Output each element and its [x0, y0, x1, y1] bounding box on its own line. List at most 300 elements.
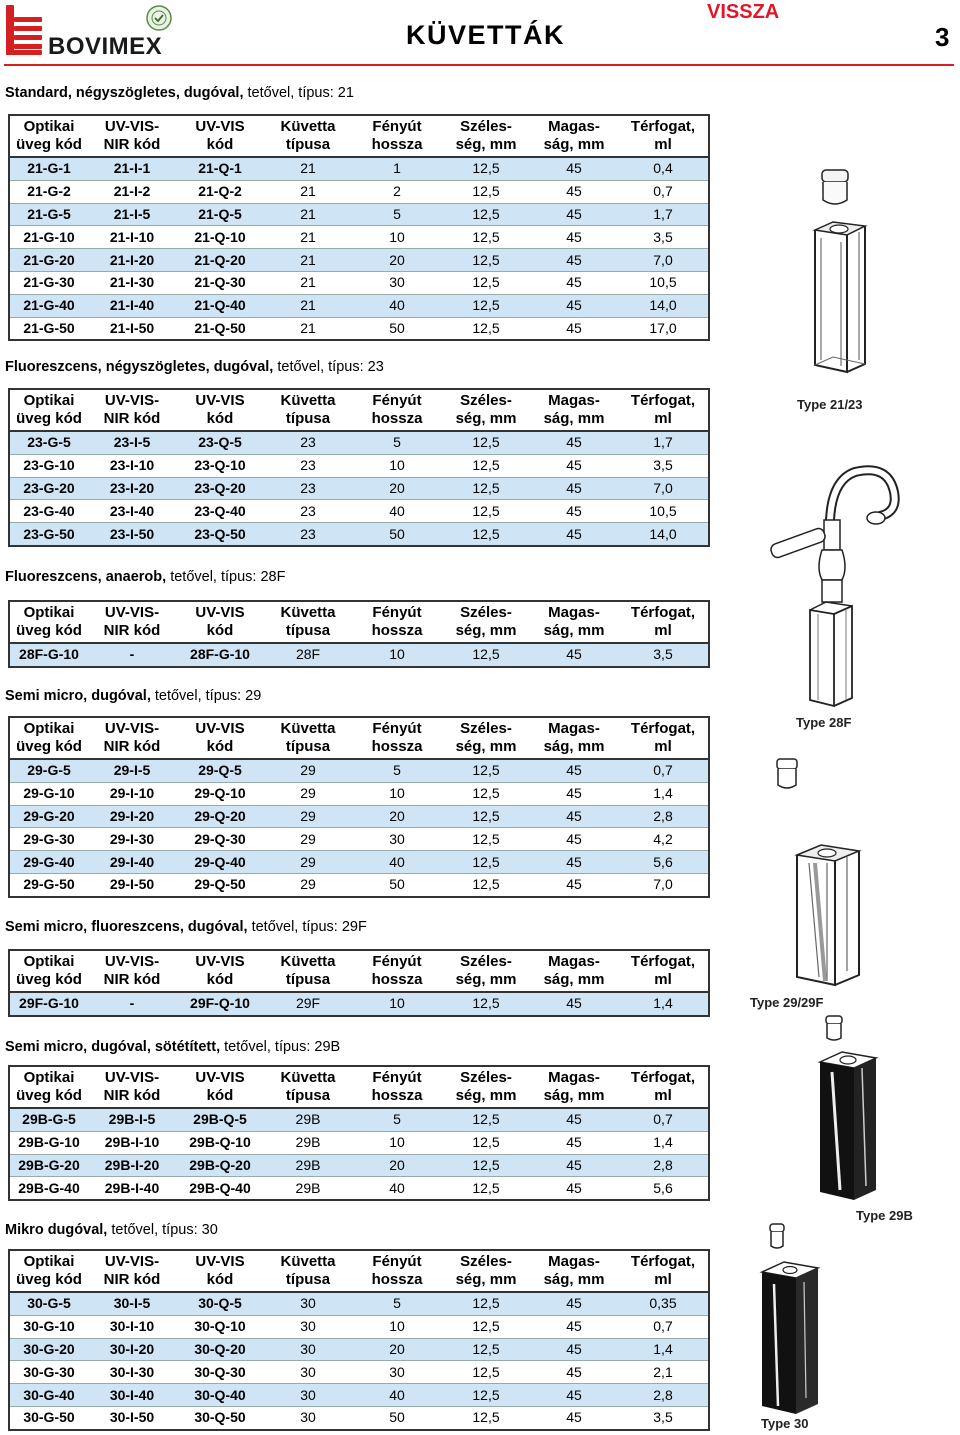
- table-cell: 1,4: [618, 1131, 708, 1154]
- table-cell: 30: [264, 1406, 352, 1428]
- cuvette-table-21: [10, 116, 708, 339]
- header-divider: [4, 64, 954, 66]
- table-cell: 29-I-5: [88, 759, 176, 782]
- column-header: [10, 116, 88, 157]
- column-header-line: ség, mm: [455, 1271, 517, 1288]
- column-header: [10, 718, 88, 759]
- table-cell: 45: [530, 782, 618, 805]
- table-cell: 10: [352, 782, 442, 805]
- table-cell: 23-G-5: [10, 431, 88, 454]
- table-cell: 12,5: [442, 1131, 530, 1154]
- table-cell: 12,5: [442, 271, 530, 294]
- table-cell: 30-I-40: [88, 1384, 176, 1407]
- table-cell: 0,7: [618, 1315, 708, 1338]
- column-header: [530, 116, 618, 157]
- table-cell: 29-G-30: [10, 828, 88, 851]
- column-header: [530, 1067, 618, 1108]
- column-header: [530, 951, 618, 992]
- table-cell: 23-Q-5: [176, 431, 264, 454]
- table-cell: 12,5: [442, 643, 530, 666]
- table-cell: 45: [530, 477, 618, 500]
- column-header-line: típusa: [285, 410, 331, 427]
- cuvette-micro-icon: [740, 1220, 860, 1420]
- column-header-line: ség, mm: [455, 622, 517, 639]
- column-header-line: típusa: [285, 136, 331, 153]
- column-header-line: Térfogat,: [630, 720, 696, 737]
- column-header: [530, 1251, 618, 1292]
- column-header-line: ml: [654, 622, 672, 639]
- table-cell: 29: [264, 828, 352, 851]
- column-header-line: UV-VIS: [195, 1069, 245, 1086]
- table-row: [10, 1315, 708, 1338]
- table-cell: 5: [352, 1292, 442, 1315]
- table-cell: 45: [530, 454, 618, 477]
- table-cell: 45: [530, 271, 618, 294]
- column-header-line: NIR kód: [103, 136, 161, 153]
- table-cell: 29B-G-40: [10, 1177, 88, 1199]
- table-cell: 12,5: [442, 180, 530, 203]
- column-header-line: ml: [654, 1271, 672, 1288]
- table-cell: 29B-I-20: [88, 1154, 176, 1177]
- table-cell: 29-G-40: [10, 851, 88, 874]
- table-cell: 40: [352, 294, 442, 317]
- cuvette-stoppered-icon: [775, 160, 925, 390]
- table-cell: 29-Q-30: [176, 828, 264, 851]
- column-header-line: ség, mm: [455, 136, 517, 153]
- column-header-line: ség, mm: [455, 971, 517, 988]
- column-header-line: Magas-: [548, 604, 600, 621]
- quality-seal-icon: [146, 5, 172, 31]
- table-row: [10, 805, 708, 828]
- back-link[interactable]: VISSZA: [707, 1, 780, 23]
- table-cell: 0,4: [618, 157, 708, 180]
- table-cell: 45: [530, 851, 618, 874]
- table-cell: 21-I-50: [88, 317, 176, 339]
- table-cell: 45: [530, 1177, 618, 1199]
- table-cell: 29F: [264, 992, 352, 1015]
- table-cell: 1,4: [618, 992, 708, 1015]
- column-header: [264, 1067, 352, 1108]
- table-cell: 20: [352, 1338, 442, 1361]
- column-header-line: ség, mm: [455, 410, 517, 427]
- table-cell: 45: [530, 203, 618, 226]
- table-cell: 23-I-10: [88, 454, 176, 477]
- table-row: [10, 431, 708, 454]
- column-header: [442, 718, 530, 759]
- table-cell: 30: [352, 828, 442, 851]
- table-cell: 45: [530, 759, 618, 782]
- table-cell: 29B: [264, 1154, 352, 1177]
- table-cell: -: [88, 643, 176, 666]
- table-cell: 14,0: [618, 294, 708, 317]
- table-cell: 10: [352, 992, 442, 1015]
- table-cell: 29F-G-10: [10, 992, 88, 1015]
- table-cell: 45: [530, 317, 618, 339]
- table-cell: 30-Q-5: [176, 1292, 264, 1315]
- logo-mark-icon: [6, 5, 42, 55]
- table-cell: 14,0: [618, 523, 708, 545]
- table-cell: 12,5: [442, 477, 530, 500]
- table-cell: 12,5: [442, 317, 530, 339]
- section-title-29b: Semi micro, dugóval, sötétített, tetővel, típus: 29B: [5, 1039, 341, 1055]
- table-cell: 45: [530, 294, 618, 317]
- table-cell: 30-G-30: [10, 1361, 88, 1384]
- table-cell: 12,5: [442, 203, 530, 226]
- column-header: [88, 718, 176, 759]
- table-cell: 12,5: [442, 873, 530, 895]
- table-cell: 23-Q-20: [176, 477, 264, 500]
- table-cell: 30: [352, 1361, 442, 1384]
- table-cell: 30: [264, 1361, 352, 1384]
- type-label-29b: Type 29B: [856, 1208, 913, 1223]
- table-cell: 20: [352, 249, 442, 272]
- table-cell: 12,5: [442, 1292, 530, 1315]
- table-cell: 23: [264, 500, 352, 523]
- table-cell: 21-G-10: [10, 226, 88, 249]
- table-cell: 29B-Q-5: [176, 1108, 264, 1131]
- header-row: [10, 602, 708, 643]
- table-cell: 30: [264, 1338, 352, 1361]
- column-header-line: UV-VIS: [195, 1253, 245, 1270]
- table-cell: 40: [352, 851, 442, 874]
- brand-name: BOVIMEX: [48, 33, 163, 60]
- table-cell: 12,5: [442, 157, 530, 180]
- table-cell: 21: [264, 317, 352, 339]
- cuvette-anaerobic-icon: [760, 450, 910, 710]
- column-header-line: Magas-: [548, 392, 600, 409]
- table-cell: 40: [352, 1177, 442, 1199]
- table-cell: 12,5: [442, 782, 530, 805]
- table-cell: 21-Q-2: [176, 180, 264, 203]
- column-header-line: kód: [206, 971, 234, 988]
- column-header-line: hossza: [371, 410, 423, 427]
- column-header: [176, 602, 264, 643]
- table-cell: 29-I-50: [88, 873, 176, 895]
- table-cell: 45: [530, 1154, 618, 1177]
- column-header-line: hossza: [371, 738, 423, 755]
- column-header-line: Széles-: [460, 1069, 512, 1086]
- column-header-line: Optikai: [23, 1069, 75, 1086]
- table-cell: 30-Q-50: [176, 1406, 264, 1428]
- table-cell: 12,5: [442, 500, 530, 523]
- column-header-line: Térfogat,: [630, 604, 696, 621]
- table-cell: 3,5: [618, 643, 708, 666]
- table-cell: 21-I-5: [88, 203, 176, 226]
- column-header: [88, 951, 176, 992]
- table-cell: 2,8: [618, 805, 708, 828]
- column-header-line: NIR kód: [103, 410, 161, 427]
- table-cell: 2,1: [618, 1361, 708, 1384]
- column-header-line: UV-VIS-: [104, 604, 160, 621]
- column-header: [10, 390, 88, 431]
- table-cell: 29: [264, 759, 352, 782]
- table-cell: 21-I-20: [88, 249, 176, 272]
- table-cell: 29B: [264, 1177, 352, 1199]
- section-title-29: Semi micro, dugóval, tetővel, típus: 29: [5, 688, 262, 704]
- column-header: [10, 602, 88, 643]
- column-header-line: UV-VIS-: [104, 392, 160, 409]
- column-header-line: UV-VIS: [195, 604, 245, 621]
- table-cell: 23-I-20: [88, 477, 176, 500]
- table-row: [10, 180, 708, 203]
- column-header: [176, 718, 264, 759]
- table-cell: 29B-Q-20: [176, 1154, 264, 1177]
- table-cell: 0,7: [618, 1108, 708, 1131]
- table-cell: 45: [530, 992, 618, 1015]
- table-cell: 21-G-40: [10, 294, 88, 317]
- cuvette-table-29: [10, 718, 708, 896]
- column-header-line: Küvetta: [280, 1069, 336, 1086]
- table-cell: 29B-G-20: [10, 1154, 88, 1177]
- column-header-line: Széles-: [460, 604, 512, 621]
- column-header-line: ség, mm: [455, 1087, 517, 1104]
- table-cell: 21-G-2: [10, 180, 88, 203]
- table-cell: 12,5: [442, 431, 530, 454]
- column-header-line: ml: [654, 1087, 672, 1104]
- table-cell: 29: [264, 873, 352, 895]
- table-cell: 29-Q-10: [176, 782, 264, 805]
- table-cell: 0,7: [618, 759, 708, 782]
- table-cell: 23-Q-10: [176, 454, 264, 477]
- table-cell: 21-Q-5: [176, 203, 264, 226]
- header-row: [10, 951, 708, 992]
- table-cell: 30-I-5: [88, 1292, 176, 1315]
- table-cell: 30: [264, 1292, 352, 1315]
- table-cell: 10,5: [618, 500, 708, 523]
- section-title-23: Fluoreszcens, négyszögletes, dugóval, tetővel, típus: 23: [5, 359, 384, 375]
- table-cell: 45: [530, 431, 618, 454]
- column-header: [618, 602, 708, 643]
- table-cell: 29B-I-40: [88, 1177, 176, 1199]
- column-header-line: ság, mm: [543, 622, 605, 639]
- table-cell: 10,5: [618, 271, 708, 294]
- table-cell: 21-G-30: [10, 271, 88, 294]
- table-cell: 21: [264, 271, 352, 294]
- column-header-line: NIR kód: [103, 738, 161, 755]
- table-cell: 23-G-50: [10, 523, 88, 545]
- column-header-line: NIR kód: [103, 971, 161, 988]
- column-header-line: kód: [206, 1087, 234, 1104]
- column-header-line: Széles-: [460, 1253, 512, 1270]
- table-row: [10, 1406, 708, 1428]
- table-cell: 0,7: [618, 180, 708, 203]
- column-header: [264, 951, 352, 992]
- table-row: [10, 523, 708, 545]
- table-row: [10, 500, 708, 523]
- table-cell: 12,5: [442, 851, 530, 874]
- table-row: [10, 1338, 708, 1361]
- column-header-line: ság, mm: [543, 971, 605, 988]
- cuvette-table-23: [10, 390, 708, 545]
- table-cell: 30-G-5: [10, 1292, 88, 1315]
- column-header-line: Optikai: [23, 720, 75, 737]
- table-cell: 45: [530, 1292, 618, 1315]
- column-header-line: Fényút: [372, 720, 422, 737]
- table-cell: 45: [530, 805, 618, 828]
- table-cell: 30: [352, 271, 442, 294]
- column-header-line: ml: [654, 136, 672, 153]
- column-header-line: kód: [206, 622, 234, 639]
- column-header: [618, 116, 708, 157]
- column-header: [264, 718, 352, 759]
- table-cell: 23: [264, 523, 352, 545]
- table-cell: 29-G-20: [10, 805, 88, 828]
- table-cell: 45: [530, 157, 618, 180]
- table-cell: 5,6: [618, 1177, 708, 1199]
- section-title-21: Standard, négyszögletes, dugóval, tetővel, típus: 21: [5, 85, 354, 101]
- table-cell: 5,6: [618, 851, 708, 874]
- column-header-line: Fényút: [372, 953, 422, 970]
- type-label-30: Type 30: [761, 1416, 809, 1431]
- table-cell: 12,5: [442, 523, 530, 545]
- column-header-line: ság, mm: [543, 1087, 605, 1104]
- table-cell: 21-G-5: [10, 203, 88, 226]
- column-header-line: Magas-: [548, 1069, 600, 1086]
- table-cell: 20: [352, 477, 442, 500]
- column-header: [352, 602, 442, 643]
- column-header: [264, 390, 352, 431]
- table-cell: 30-Q-40: [176, 1384, 264, 1407]
- column-header: [352, 390, 442, 431]
- table-row: [10, 226, 708, 249]
- table-cell: 12,5: [442, 1406, 530, 1428]
- table-cell: 29B-Q-10: [176, 1131, 264, 1154]
- table-cell: 1: [352, 157, 442, 180]
- table-row: [10, 1292, 708, 1315]
- column-header: [618, 1067, 708, 1108]
- column-header: [352, 116, 442, 157]
- table-cell: 12,5: [442, 226, 530, 249]
- page-number: 3: [935, 22, 950, 52]
- table-cell: 29B: [264, 1108, 352, 1131]
- table-cell: 30-G-10: [10, 1315, 88, 1338]
- column-header-line: üveg kód: [16, 738, 82, 755]
- table-cell: 12,5: [442, 992, 530, 1015]
- table-row: [10, 1108, 708, 1131]
- table-row: [10, 782, 708, 805]
- type-label-21-23: Type 21/23: [797, 397, 863, 412]
- table-cell: 30-Q-30: [176, 1361, 264, 1384]
- column-header-line: ml: [654, 738, 672, 755]
- column-header-line: kód: [206, 1271, 234, 1288]
- table-cell: 30-G-20: [10, 1338, 88, 1361]
- column-header-line: UV-VIS-: [104, 1253, 160, 1270]
- table-cell: 12,5: [442, 828, 530, 851]
- column-header: [176, 1251, 264, 1292]
- section-title-28f: Fluoreszcens, anaerob, tetővel, típus: 28F: [5, 569, 286, 585]
- column-header: [442, 951, 530, 992]
- table-cell: 21-Q-20: [176, 249, 264, 272]
- table-cell: 23-G-20: [10, 477, 88, 500]
- table-cell: 21-Q-1: [176, 157, 264, 180]
- table-cell: 45: [530, 1406, 618, 1428]
- header-row: [10, 718, 708, 759]
- table-cell: 45: [530, 1131, 618, 1154]
- table-cell: 21: [264, 294, 352, 317]
- column-header-line: Térfogat,: [630, 1069, 696, 1086]
- cuvette-blackened-icon: [780, 1010, 930, 1210]
- table-row: [10, 1384, 708, 1407]
- column-header-line: Széles-: [460, 953, 512, 970]
- column-header-line: Széles-: [460, 720, 512, 737]
- table-cell: 7,0: [618, 873, 708, 895]
- column-header-line: Magas-: [548, 1253, 600, 1270]
- table-cell: 21: [264, 180, 352, 203]
- column-header: [88, 602, 176, 643]
- table-cell: 29-I-10: [88, 782, 176, 805]
- column-header-line: típusa: [285, 738, 331, 755]
- table-row: [10, 317, 708, 339]
- column-header-line: Küvetta: [280, 720, 336, 737]
- table-cell: 10: [352, 1131, 442, 1154]
- table-cell: 29-Q-40: [176, 851, 264, 874]
- column-header: [530, 390, 618, 431]
- column-header-line: Széles-: [460, 118, 512, 135]
- column-header-line: Optikai: [23, 118, 75, 135]
- table-cell: 12,5: [442, 1338, 530, 1361]
- column-header-line: ság, mm: [543, 410, 605, 427]
- table-cell: 17,0: [618, 317, 708, 339]
- table-cell: 12,5: [442, 1108, 530, 1131]
- column-header: [442, 1067, 530, 1108]
- table-cell: 28F-G-10: [10, 643, 88, 666]
- column-header-line: NIR kód: [103, 1087, 161, 1104]
- column-header-line: Küvetta: [280, 392, 336, 409]
- column-header-line: Térfogat,: [630, 118, 696, 135]
- cuvette-table-29b: [10, 1067, 708, 1199]
- table-cell: 23: [264, 431, 352, 454]
- table-cell: 12,5: [442, 759, 530, 782]
- column-header-line: Optikai: [23, 1253, 75, 1270]
- table-cell: 29B-Q-40: [176, 1177, 264, 1199]
- column-header-line: üveg kód: [16, 410, 82, 427]
- column-header: [10, 951, 88, 992]
- table-cell: 29: [264, 782, 352, 805]
- bovimex-logo: [4, 3, 174, 61]
- column-header: [352, 951, 442, 992]
- table-cell: 2: [352, 180, 442, 203]
- column-header-line: Fényút: [372, 1253, 422, 1270]
- table-cell: 45: [530, 1384, 618, 1407]
- table-cell: 3,5: [618, 1406, 708, 1428]
- table-cell: 4,2: [618, 828, 708, 851]
- table-cell: 0,35: [618, 1292, 708, 1315]
- table-cell: 12,5: [442, 1384, 530, 1407]
- table-cell: 21-Q-50: [176, 317, 264, 339]
- table-cell: 20: [352, 1154, 442, 1177]
- table-cell: 45: [530, 500, 618, 523]
- table-cell: 3,5: [618, 454, 708, 477]
- table-cell: 1,4: [618, 782, 708, 805]
- table-row: [10, 873, 708, 895]
- column-header-line: hossza: [371, 136, 423, 153]
- table-row: [10, 851, 708, 874]
- column-header: [176, 951, 264, 992]
- table-cell: 12,5: [442, 1154, 530, 1177]
- table-cell: 1,7: [618, 203, 708, 226]
- table-cell: 30-G-50: [10, 1406, 88, 1428]
- column-header: [618, 1251, 708, 1292]
- table-cell: 29B-G-10: [10, 1131, 88, 1154]
- table-row: [10, 203, 708, 226]
- column-header-line: Fényút: [372, 118, 422, 135]
- table-cell: 12,5: [442, 1361, 530, 1384]
- table-row: [10, 1361, 708, 1384]
- table-cell: 29B-G-5: [10, 1108, 88, 1131]
- column-header-line: UV-VIS-: [104, 720, 160, 737]
- table-cell: 29-I-30: [88, 828, 176, 851]
- table-cell: 29-Q-50: [176, 873, 264, 895]
